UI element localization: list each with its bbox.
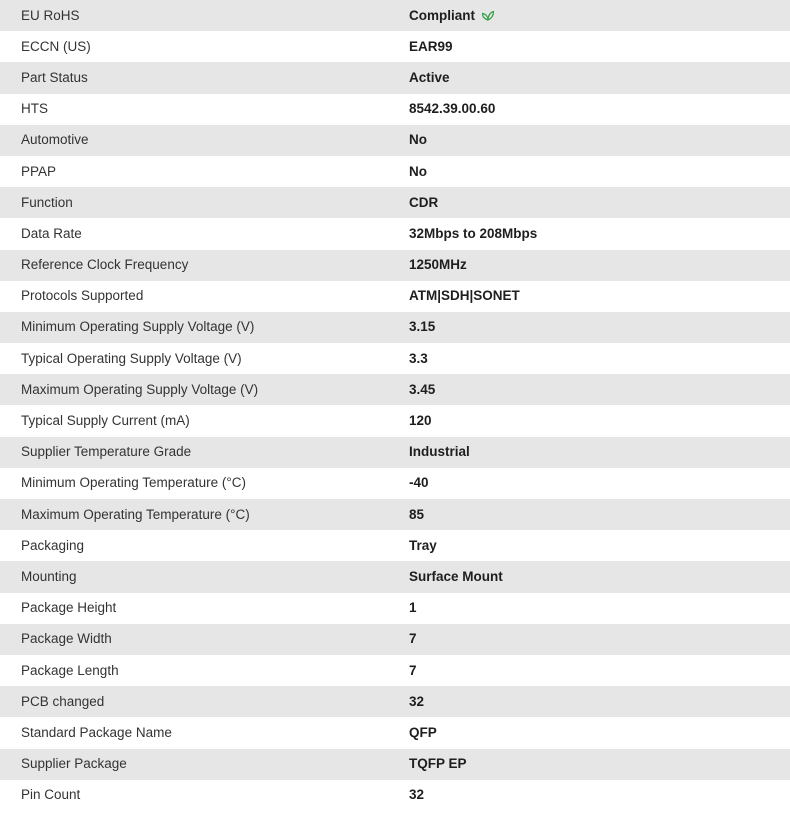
spec-row bbox=[0, 655, 790, 686]
spec-row bbox=[0, 561, 790, 592]
spec-label: ECCN (US) bbox=[21, 38, 91, 54]
spec-row bbox=[0, 624, 790, 655]
spec-value: Industrial bbox=[409, 444, 470, 460]
spec-label: PPAP bbox=[21, 163, 57, 179]
spec-value: 120 bbox=[409, 413, 432, 429]
spec-label: Maximum Operating Supply Voltage (V) bbox=[21, 381, 259, 397]
spec-value: 32 bbox=[409, 693, 425, 709]
spec-row bbox=[0, 499, 790, 530]
spec-label: Typical Operating Supply Voltage (V) bbox=[21, 350, 242, 366]
spec-value-cell bbox=[409, 780, 790, 811]
spec-value-cell bbox=[409, 0, 790, 31]
spec-row bbox=[0, 312, 790, 343]
spec-value: 1 bbox=[409, 600, 417, 616]
spec-row bbox=[0, 686, 790, 717]
spec-value: Compliant bbox=[409, 7, 475, 23]
spec-value: No bbox=[409, 163, 427, 179]
spec-label: Maximum Operating Temperature (°C) bbox=[21, 506, 250, 522]
spec-label: Supplier Package bbox=[21, 756, 127, 772]
spec-label: Typical Supply Current (mA) bbox=[21, 413, 190, 429]
spec-value-cell bbox=[409, 686, 790, 717]
spec-row bbox=[0, 218, 790, 249]
spec-value: 3.3 bbox=[409, 350, 428, 366]
spec-value: Surface Mount bbox=[409, 568, 503, 584]
spec-value: 3.45 bbox=[409, 381, 436, 397]
spec-value-cell bbox=[409, 749, 790, 780]
spec-value: 7 bbox=[409, 631, 417, 647]
spec-value: Active bbox=[409, 69, 450, 85]
spec-row bbox=[0, 374, 790, 405]
spec-label: Mounting bbox=[21, 568, 77, 584]
spec-label: Standard Package Name bbox=[21, 724, 172, 740]
spec-value: ATM|SDH|SONET bbox=[409, 288, 520, 304]
spec-value-cell bbox=[409, 62, 790, 93]
spec-label: Protocols Supported bbox=[21, 288, 144, 304]
spec-label: Minimum Operating Supply Voltage (V) bbox=[21, 319, 255, 335]
spec-value-cell bbox=[409, 374, 790, 405]
spec-value-cell bbox=[409, 530, 790, 561]
spec-row bbox=[0, 343, 790, 374]
spec-value-cell bbox=[409, 125, 790, 156]
spec-value: CDR bbox=[409, 194, 439, 210]
spec-row bbox=[0, 250, 790, 281]
spec-label: Supplier Temperature Grade bbox=[21, 444, 192, 460]
spec-value-cell bbox=[409, 437, 790, 468]
spec-value-cell bbox=[409, 94, 790, 125]
spec-row bbox=[0, 437, 790, 468]
spec-value: 3.15 bbox=[409, 319, 436, 335]
spec-value-cell bbox=[409, 250, 790, 281]
spec-value-cell bbox=[409, 468, 790, 499]
leaf-icon bbox=[481, 9, 495, 21]
spec-value: Tray bbox=[409, 537, 437, 553]
spec-label: Reference Clock Frequency bbox=[21, 257, 189, 273]
spec-value-cell bbox=[409, 281, 790, 312]
spec-row bbox=[0, 31, 790, 62]
spec-value-cell bbox=[409, 156, 790, 187]
spec-value: No bbox=[409, 132, 427, 148]
spec-value: 32 bbox=[409, 787, 425, 803]
spec-row bbox=[0, 405, 790, 436]
spec-row bbox=[0, 593, 790, 624]
spec-label: Pin Count bbox=[21, 787, 81, 803]
spec-label: PCB changed bbox=[21, 693, 105, 709]
spec-label: HTS bbox=[21, 101, 48, 117]
spec-value: TQFP EP bbox=[409, 756, 467, 772]
spec-value-cell bbox=[409, 717, 790, 748]
spec-row bbox=[0, 749, 790, 780]
spec-value: -40 bbox=[409, 475, 429, 491]
spec-value-cell bbox=[409, 312, 790, 343]
spec-row bbox=[0, 62, 790, 93]
spec-label: Package Height bbox=[21, 600, 117, 616]
spec-value-cell bbox=[409, 593, 790, 624]
spec-label: Function bbox=[21, 194, 73, 210]
spec-value-cell bbox=[409, 31, 790, 62]
spec-value-cell bbox=[409, 499, 790, 530]
spec-value: 7 bbox=[409, 662, 417, 678]
spec-row bbox=[0, 0, 790, 31]
spec-label: Minimum Operating Temperature (°C) bbox=[21, 475, 246, 491]
spec-label: Package Length bbox=[21, 662, 119, 678]
spec-label: Automotive bbox=[21, 132, 89, 148]
spec-value: 8542.39.00.60 bbox=[409, 101, 496, 117]
spec-value-cell bbox=[409, 405, 790, 436]
spec-label: Part Status bbox=[21, 69, 88, 85]
spec-row bbox=[0, 780, 790, 811]
spec-row bbox=[0, 281, 790, 312]
spec-row bbox=[0, 468, 790, 499]
spec-value: EAR99 bbox=[409, 38, 453, 54]
spec-row bbox=[0, 156, 790, 187]
spec-label: Package Width bbox=[21, 631, 112, 647]
spec-value-cell bbox=[409, 655, 790, 686]
spec-value-cell bbox=[409, 343, 790, 374]
spec-label: Data Rate bbox=[21, 225, 82, 241]
spec-value-cell bbox=[409, 624, 790, 655]
spec-label: Packaging bbox=[21, 537, 85, 553]
spec-row bbox=[0, 717, 790, 748]
spec-row bbox=[0, 125, 790, 156]
spec-value: 32Mbps to 208Mbps bbox=[409, 225, 538, 241]
spec-value-cell bbox=[409, 561, 790, 592]
spec-label: EU RoHS bbox=[21, 7, 80, 23]
spec-value: 85 bbox=[409, 506, 425, 522]
spec-row bbox=[0, 94, 790, 125]
spec-row bbox=[0, 187, 790, 218]
spec-row bbox=[0, 530, 790, 561]
spec-value: 1250MHz bbox=[409, 257, 467, 273]
spec-value: QFP bbox=[409, 724, 437, 740]
spec-value-cell bbox=[409, 187, 790, 218]
spec-value-cell bbox=[409, 218, 790, 249]
